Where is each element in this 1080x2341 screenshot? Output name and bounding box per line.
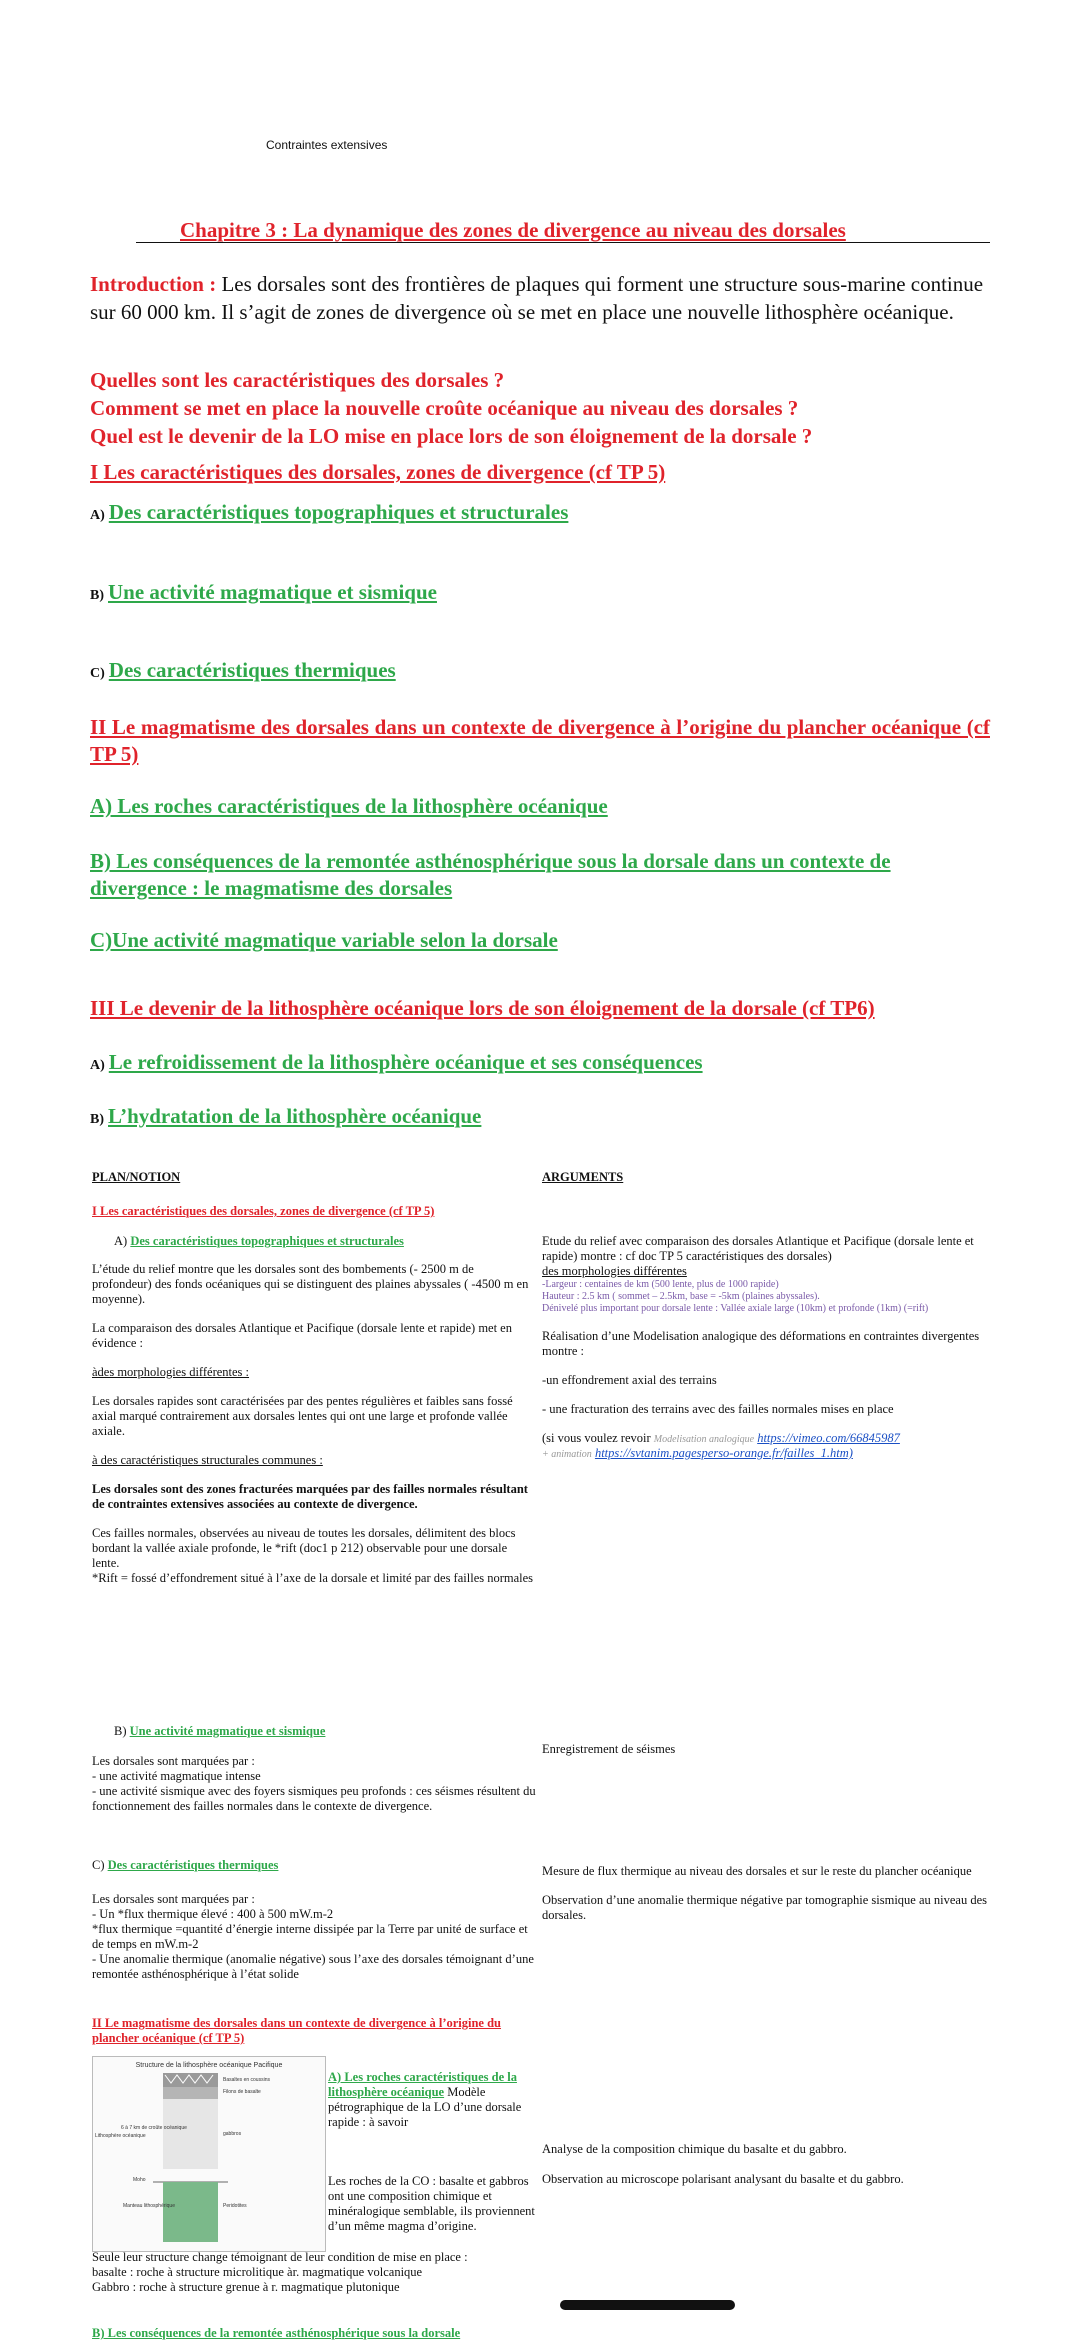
paragraph: Mesure de flux thermique au niveau des dorsales et sur le reste du plancher océanique [542,1864,972,1878]
left-col-b [92,1754,536,1814]
chapter-title: Chapitre 3 : La dynamique des zones de divergence au niveau des dorsales [180,218,846,242]
outline-part2-a: A) Les roches caractéristiques de la lithosphère océanique [90,794,608,818]
paragraph: Seule leur structure change témoignant de leur condition de mise en place : [92,2250,468,2264]
letter: A) [90,508,105,523]
paragraph: La comparaison des dorsales Atlantique et Pacifique (dorsale lente et rapide) met en évidence : [92,1321,512,1350]
paragraph: des morphologies différentes [542,1264,687,1278]
paragraph [542,1446,990,1461]
right-col-c [542,1864,990,1923]
paragraph: - Un *flux thermique élevé : 400 à 500 mW.m-2 [92,1907,334,1921]
title-rule [136,242,990,243]
question-1: Quelles sont les caractéristiques des dorsales ? [90,368,505,392]
right-a2-2: Observation au microscope polarisant analysant du basalte et du gabbro. [542,2172,904,2186]
paragraph: Les dorsales sont marquées par : [92,1892,255,1906]
lithosphere-structure-figure [92,2056,326,2252]
letter: A) [114,1234,128,1248]
lithosphere-diagram [93,2057,325,2251]
outline-part3-a [90,1050,703,1075]
right-col-a [542,1234,990,1461]
svtanim-link[interactable]: https://svtanim.pagesperso-orange.fr/failles_1.htm) [594,1446,853,1460]
outline-part1-a [90,500,568,525]
question-2: Comment se met en place la nouvelle croûte océanique au niveau des dorsales ? [90,396,799,420]
paragraph: *flux thermique =quantité d’énergie interne dissipée par la Terre par unité de surface et de temps en mW.m-2 [92,1922,528,1951]
label-gabbros: gabbros [223,2131,242,2137]
paragraph: L’étude du relief montre que les dorsales sont des bombements (- 2500 m de profondeur) des fonds océaniques qui se distinguent des plaines abyssales ( -4500 m en moyenne). [92,1262,529,1306]
text: (si vous voulez revoir [542,1431,651,1445]
paragraph: Les dorsales sont des zones fracturées marquées par des failles normales résultant de contraintes extensives associées au contexte de divergence. [92,1482,528,1511]
title: Des caractéristiques topographiques et structurales [130,1234,404,1248]
title: Des caractéristiques topographiques et structurales [108,500,569,524]
label-crust-thickness: 6 à 7 km de croûte océanique [121,2125,187,2131]
paragraph [542,1431,990,1446]
label-pillow: Basaltes en coussins [223,2077,270,2083]
gabbro-layer [163,2099,218,2169]
text: + animation [542,1449,592,1460]
questions [90,366,990,450]
table-a-heading [114,1234,404,1249]
paragraph: Etude du relief avec comparaison des dorsales Atlantique et Pacifique (dorsale lente et rapide) montre : cf doc TP 5 caractéristiques des dorsales) [542,1234,974,1263]
paragraph: Les dorsales sont marquées par : [92,1754,255,1768]
outline-part1-c [90,658,396,683]
left-col-a [92,1262,536,1586]
left-col-c [92,1892,536,1982]
paragraph: Observation d’une anomalie thermique négative par tomographie sismique au niveau des dorsales. [542,1893,988,1922]
table-c-heading [92,1858,278,1873]
dike-layer [163,2087,218,2099]
right-col-b: Enregistrement de séismes [542,1742,676,1756]
col2-header: ARGUMENTS [542,1170,624,1184]
note: -Largeur : centaines de km (500 lente, plus de 1000 rapide) [542,1279,779,1290]
a2-structure-text [92,2250,542,2295]
letter: B) [90,588,104,603]
letter: B) [90,1112,104,1127]
intro-text: Les dorsales sont des frontières de plaques qui forment une structure sous-marine continue sur 60 000 km. Il s’agit de zones de divergence où se met en place une nouvelle lithosphère océanique. [90,272,984,324]
paragraph: Ces failles normales, observées au niveau de toutes les dorsales, délimitent des blocs bordant la vallée axiale profonde, le *rift (doc1 p 212) observable pour une dorsale lente. [92,1526,516,1570]
paragraph: àdes morphologies différentes : [92,1365,250,1379]
page-header: Contraintes extensives [266,138,388,152]
paragraph: -un effondrement axial des terrains [542,1373,717,1387]
letter: C) [90,666,105,681]
label-moho: Moho [133,2177,146,2183]
title: Des caractéristiques thermiques [107,1858,279,1872]
label-lithosphere: Lithosphère océanique [95,2133,146,2139]
introduction [90,270,990,326]
question-3: Quel est le devenir de la LO mise en place lors de son éloignement de la dorsale ? [90,424,813,448]
a2-text: Modèle pétrographique de la LO d’une dorsale rapide : à savoir [328,2085,522,2129]
paragraph: - une activité magmatique intense [92,1769,261,1783]
note: Dénivelé plus important pour dorsale lente : Vallée axiale large (10km) et profonde (1km) (=rift) [542,1303,929,1314]
col1-header: PLAN/NOTION [92,1170,181,1184]
outline-part2: II Le magmatisme des dorsales dans un contexte de divergence à l’origine du plancher océanique (cf TP 5) [90,715,990,766]
outline-part1: I Les caractéristiques des dorsales, zones de divergence (cf TP 5) [90,460,666,484]
table-b-heading [114,1724,325,1739]
label-dikes: Filons de basalte [223,2089,261,2095]
title: Le refroidissement de la lithosphère océanique et ses conséquences [108,1050,703,1074]
paragraph: à des caractéristiques structurales communes : [92,1453,323,1467]
a2-paragraph: Les roches de la CO : basalte et gabbros ont une composition chimique et minéralogique semblable, ils proviennent d’un même magma d’origine. [328,2174,535,2233]
figure-title: Structure de la lithosphère océanique Pacifique [135,2062,283,2069]
paragraph: basalte : roche à structure microlitique àr. magmatique volcanique [92,2265,423,2279]
mantle-layer [163,2182,218,2242]
text: Modelisation analogique [653,1434,755,1445]
home-indicator[interactable] [560,2300,735,2310]
letter: A) [90,1058,105,1073]
right-a2-1: Analyse de la composition chimique du basalte et du gabbro. [542,2142,847,2156]
paragraph: - une fracturation des terrains avec des failles normales mises en place [542,1402,894,1416]
vimeo-link[interactable]: https://vimeo.com/66845987 [757,1431,900,1445]
title: Des caractéristiques thermiques [108,658,396,682]
letter: B) [114,1724,127,1738]
outline-part2-c: C)Une activité magmatique variable selon la dorsale [90,928,558,952]
table-part1: I Les caractéristiques des dorsales, zones de divergence (cf TP 5) [92,1204,435,1218]
a2-block [328,2070,538,2130]
bottom-cut-heading: B) Les conséquences de la remontée asthénosphérique sous la dorsale [92,2326,461,2340]
title: Une activité magmatique et sismique [108,580,437,604]
table-part2: II Le magmatisme des dorsales dans un contexte de divergence à l’origine du plancher océanique (cf TP 5) [92,2016,502,2045]
letter: C) [92,1858,105,1872]
a2-title: A) Les roches caractéristiques de la lithosphère océanique [328,2070,517,2099]
outline-part2-b: B) Les conséquences de la remontée asthénosphérique sous la dorsale dans un contexte de divergence : le magmatisme des dorsales [90,849,891,900]
label-peridotites: Peridotites [223,2203,247,2209]
intro-label: Introduction : [90,272,217,296]
note: Hauteur : 2.5 km ( sommet – 2.5km, base = -5km (plaines abyssales). [542,1291,820,1302]
title: L’hydratation de la lithosphère océanique [108,1104,482,1128]
label-mantle: Manteau lithosphérique [123,2203,175,2209]
outline-part3: III Le devenir de la lithosphère océanique lors de son éloignement de la dorsale (cf TP6) [90,996,875,1020]
paragraph: Réalisation d’une Modelisation analogique des déformations en contraintes divergentes montre : [542,1329,980,1358]
paragraph: Les dorsales rapides sont caractérisées par des pentes régulières et faibles sans fossé axial marqué contrairement aux dorsales lentes qui ont une large et profonde vallée axiale. [92,1394,513,1438]
outline-part1-b [90,580,437,605]
paragraph: *Rift = fossé d’effondrement situé à l’axe de la dorsale et limité par des failles normales [92,1571,534,1585]
title: Une activité magmatique et sismique [129,1724,326,1738]
outline-part3-b [90,1104,481,1129]
paragraph: Gabbro : roche à structure grenue à r. magmatique plutonique [92,2280,400,2294]
paragraph: - une activité sismique avec des foyers sismiques peu profonds : ces séismes résultent du fonctionnement des failles normales dans le contexte de divergence. [92,1784,536,1813]
paragraph: - Une anomalie thermique (anomalie négative) sous l’axe des dorsales témoignant d’une remontée asthénosphérique à l’état solide [92,1952,534,1981]
